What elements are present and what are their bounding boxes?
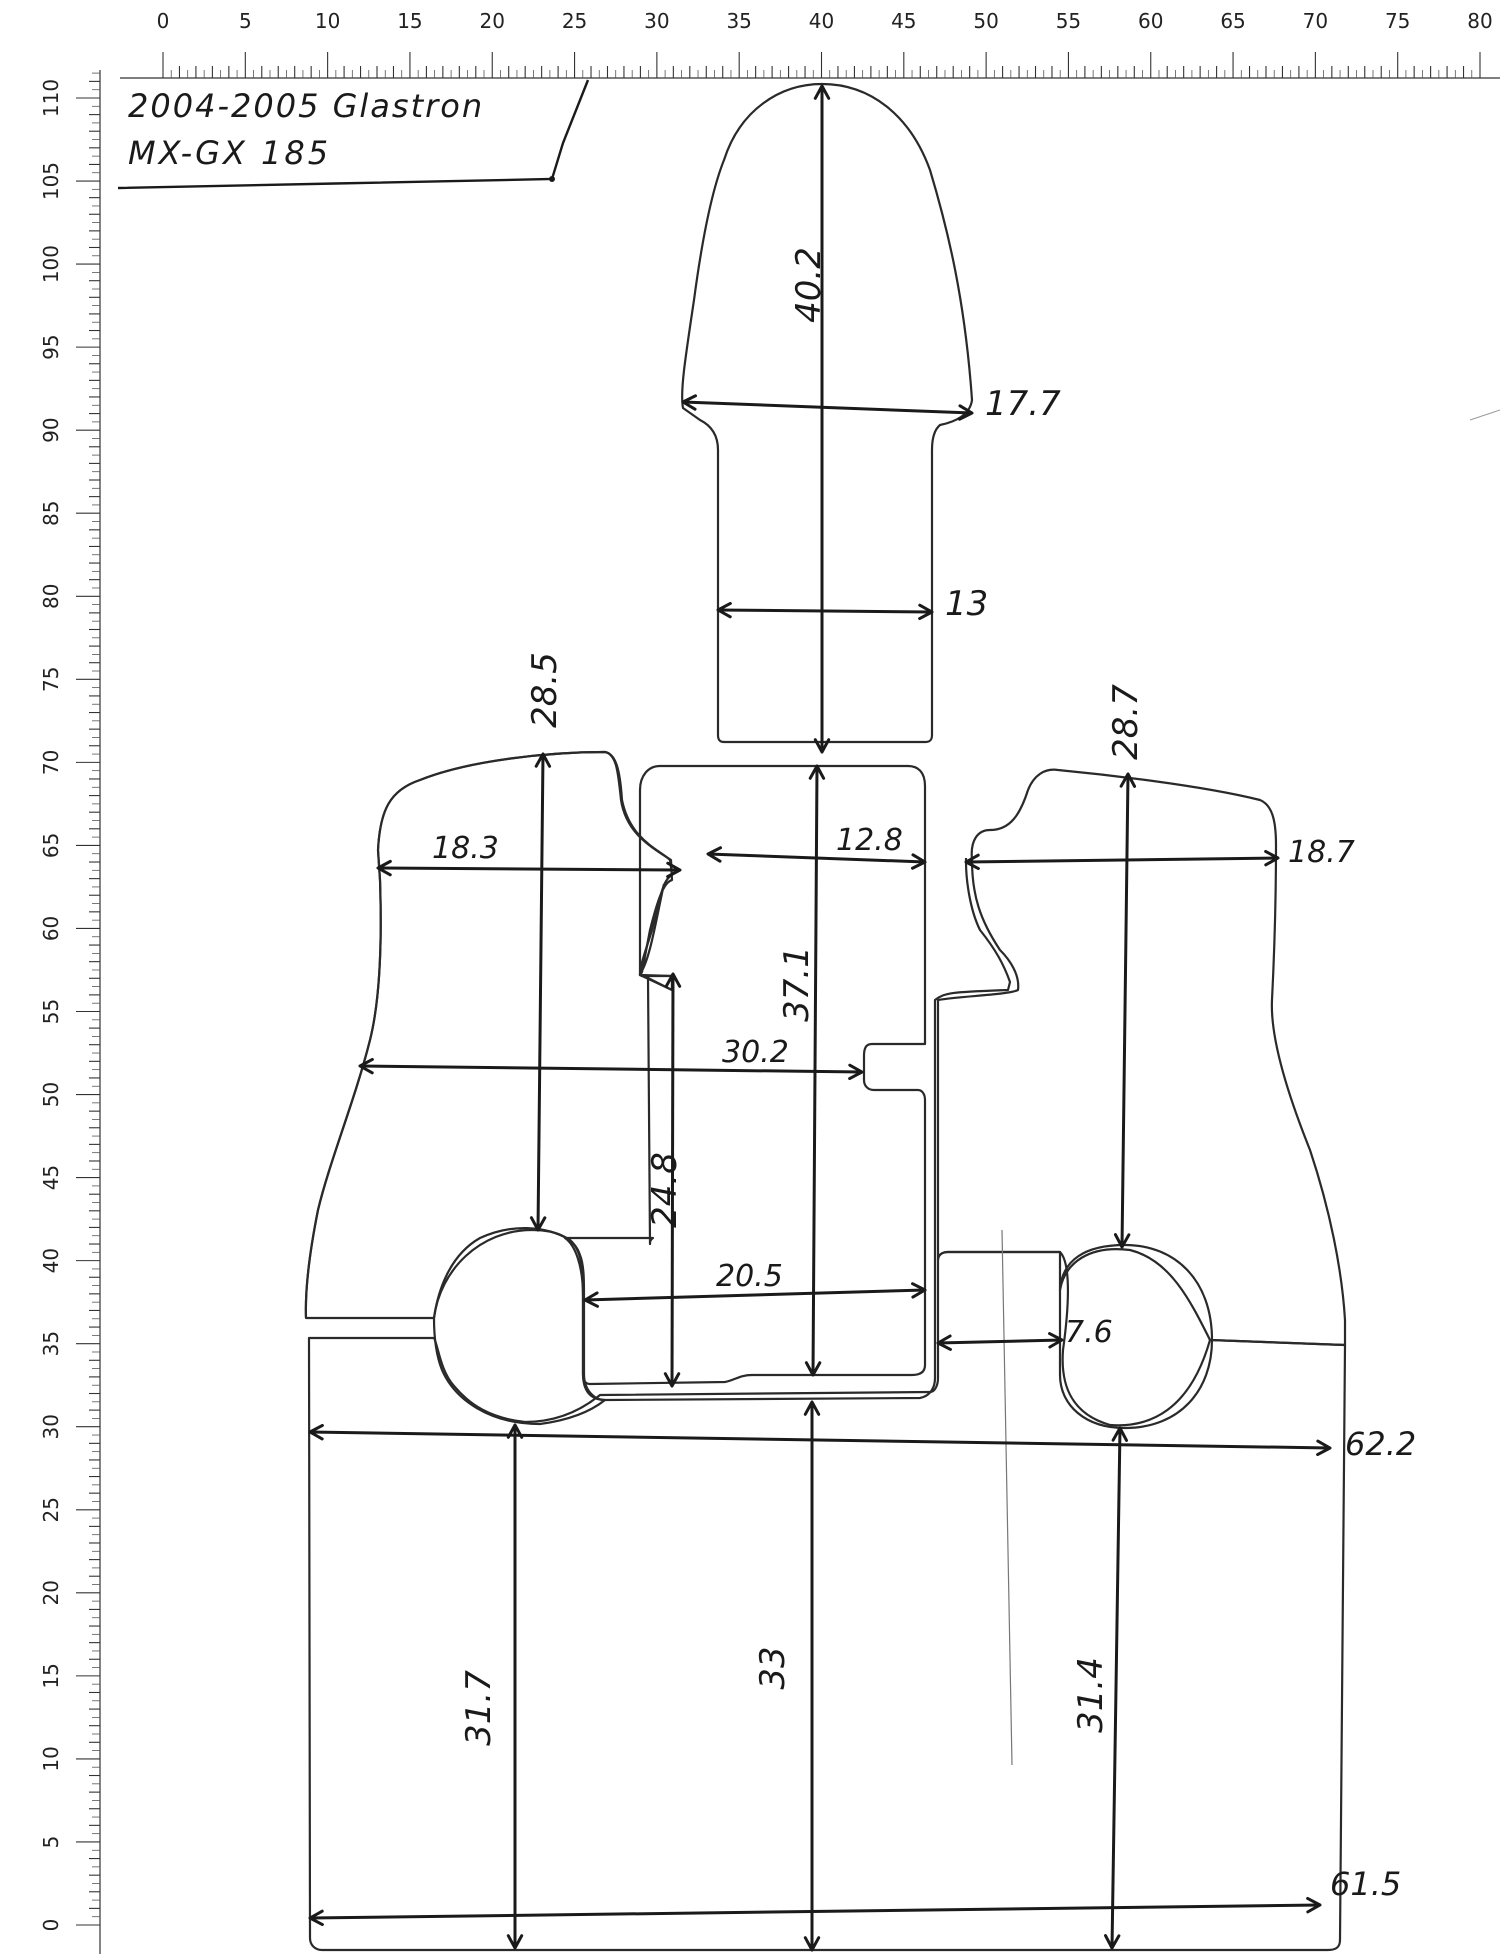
top-ruler-label: 45 [891, 9, 917, 33]
left-ruler-label: 55 [39, 998, 63, 1025]
left-ruler-label: 65 [39, 832, 63, 859]
right-front-width-label: 18.7 [1288, 835, 1355, 870]
left-front-width-arrow [378, 868, 680, 870]
left-ruler-label: 60 [39, 915, 63, 942]
right-front-length-label: 28.7 [1106, 684, 1146, 760]
rear-center-length-label: 33 [753, 1646, 793, 1690]
bow-length-label: 40.2 [789, 247, 829, 323]
top-ruler-label: 5 [238, 9, 252, 33]
left-ruler-label: 35 [39, 1330, 63, 1357]
left-ruler-label: 70 [39, 749, 63, 776]
right-front-width-arrow [966, 858, 1278, 862]
top-ruler-label: 40 [808, 9, 835, 33]
gap-width-arrow [938, 1340, 1062, 1343]
center-length-label: 37.1 [777, 946, 817, 1022]
bow-piece-outline [682, 84, 972, 742]
right-front-piece-outline [938, 770, 1345, 1345]
top-ruler-label: 20 [479, 9, 505, 33]
top-ruler-label: 30 [644, 9, 670, 33]
left-front-length-arrow [538, 754, 543, 1230]
title-underline-dot [549, 176, 555, 182]
left-ruler-label: 15 [39, 1663, 63, 1689]
piece-outlines [306, 84, 1345, 1950]
left-ruler-ticks [76, 73, 100, 1925]
center-width-label: 12.8 [836, 823, 903, 858]
bow-width-arrow [683, 402, 972, 413]
top-ruler-label: 70 [1302, 9, 1329, 33]
left-front-width-label: 18.3 [432, 831, 499, 866]
rear-bottom-width-arrow [310, 1905, 1320, 1918]
top-ruler-label: 10 [314, 9, 341, 33]
top-ruler-ticks [163, 52, 1480, 78]
top-ruler-label: 0 [156, 9, 170, 33]
left-ruler-label: 40 [39, 1247, 63, 1274]
top-ruler-label: 50 [973, 9, 999, 33]
right-front-length-arrow [1122, 774, 1128, 1247]
top-ruler-label: 25 [561, 9, 588, 33]
top-ruler [120, 9, 1500, 78]
left-ruler-label: 50 [39, 1081, 63, 1108]
rear-left-length-label: 31.7 [459, 1670, 499, 1746]
bow-width-label: 17.7 [985, 384, 1061, 424]
title-line-2: MX-GX 185 [128, 134, 332, 172]
left-ruler-label: 80 [39, 583, 63, 609]
top-ruler-labels [157, 9, 1493, 33]
left-front-length-label: 28.5 [525, 652, 565, 728]
measurement-labels [432, 247, 1416, 1903]
title-block [118, 80, 588, 188]
gap-width-label: 7.6 [1065, 1315, 1113, 1350]
top-ruler-label: 60 [1138, 9, 1164, 33]
left-ruler-label: 45 [39, 1164, 63, 1191]
left-ruler-label: 20 [39, 1580, 63, 1606]
left-ruler-label: 5 [39, 1835, 63, 1849]
title-line-1: 2004-2005 Glastron [128, 87, 485, 125]
scan-mark [1470, 410, 1500, 420]
left-mid-width-label: 30.2 [722, 1035, 789, 1070]
rear-right-length-arrow [1112, 1428, 1120, 1948]
left-ruler-label: 75 [39, 666, 63, 693]
top-ruler-label: 80 [1467, 9, 1493, 33]
left-ruler [39, 70, 100, 1954]
left-ruler-label: 0 [39, 1918, 63, 1932]
left-piece-outline [306, 752, 1010, 1400]
left-ruler-label: 25 [39, 1497, 63, 1523]
rear-right-length-label: 31.4 [1071, 1657, 1111, 1733]
bow-neck-width-arrow [718, 610, 932, 612]
top-ruler-label: 75 [1384, 9, 1411, 33]
left-ruler-label: 95 [39, 334, 63, 360]
rear-piece-outline [309, 1252, 1345, 1950]
bow-neck-width-label: 13 [945, 584, 989, 624]
top-ruler-label: 65 [1220, 9, 1246, 33]
left-ruler-label: 105 [39, 161, 63, 201]
rear-top-width-label: 62.2 [1345, 1425, 1417, 1463]
left-ruler-label: 85 [39, 500, 63, 526]
left-ruler-label: 10 [39, 1746, 63, 1772]
scan-streak [1002, 1230, 1012, 1765]
left-ruler-label: 30 [39, 1414, 63, 1440]
left-inner-length-label: 24.8 [645, 1152, 685, 1228]
left-ruler-label: 110 [39, 78, 63, 118]
rear-top-width-arrow [310, 1432, 1330, 1448]
left-ruler-labels [39, 79, 63, 1931]
top-ruler-label: 55 [1055, 9, 1082, 33]
left-ruler-label: 90 [39, 417, 63, 443]
top-ruler-label: 15 [397, 9, 423, 33]
center-bottom-width-label: 20.5 [716, 1259, 783, 1294]
left-ruler-label: 100 [39, 244, 63, 284]
scan-artifacts [1002, 410, 1500, 1765]
top-ruler-label: 35 [726, 9, 752, 33]
rear-bottom-width-label: 61.5 [1330, 1865, 1402, 1903]
